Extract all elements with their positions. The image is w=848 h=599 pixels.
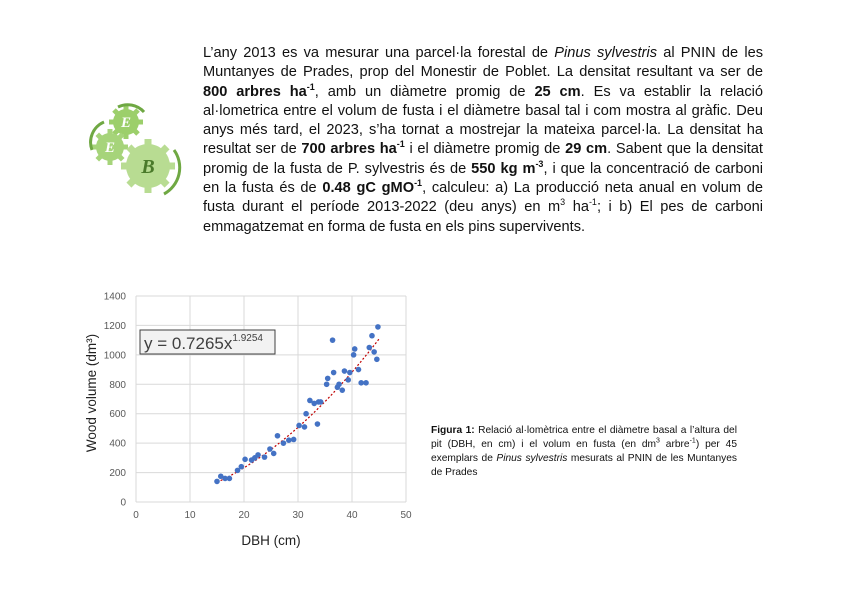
data-point [356, 367, 362, 373]
y-tick-label: 400 [109, 438, 126, 450]
logo-letter-e1: E [120, 115, 132, 131]
species-name: Pinus sylvestris [496, 453, 568, 464]
data-point [345, 377, 351, 383]
y-tick-label: 1200 [103, 320, 126, 332]
text-run: , i que la concentració de carboni en la fusta és de [203, 160, 763, 197]
exponent: -1 [689, 437, 696, 445]
text-run: 550 kg m [471, 160, 536, 177]
data-point [374, 356, 380, 362]
equation-text: y = 0.7265x [144, 334, 233, 353]
caption-label: Figura 1: [431, 425, 475, 436]
exponent: -1 [414, 178, 423, 189]
data-point [275, 433, 281, 439]
x-tick-label: 30 [292, 510, 304, 521]
data-point [358, 380, 364, 386]
gear-icon [121, 139, 175, 193]
text-run: . Sabent que la densitat promig de la fusta de P. sylvestris és de [203, 141, 763, 177]
data-point [296, 423, 302, 429]
x-tick-labels [133, 510, 412, 521]
y-axis-title: Wood volume (dm³) [84, 333, 99, 453]
logo-letter-e2: E [104, 140, 116, 156]
text-run: 800 arbres ha [203, 83, 307, 100]
exponent: 3 [560, 197, 566, 208]
text-run: ; i b) El pes de carboni emmagatzemat en forma de fusta en els pins supervivents. [203, 199, 763, 235]
text-run: arbre [659, 439, 690, 450]
text-run: mesurats al PNIN de les Muntanyes de Prades [431, 453, 737, 478]
data-point [351, 352, 357, 358]
text-run: 700 arbres ha [301, 141, 397, 158]
chart-grid [136, 296, 406, 502]
figure-caption [431, 424, 737, 480]
data-point [331, 370, 337, 376]
exponent: -1 [588, 197, 597, 208]
data-point [366, 345, 372, 351]
data-point [347, 370, 353, 376]
text-run: ) per 45 exemplars de [431, 439, 737, 464]
data-point [255, 452, 261, 458]
data-point [342, 368, 348, 374]
y-tick-label: 600 [109, 409, 126, 421]
text-run: , calculeu: a) La producció neta anual en volum de fusta durant el període 2013-2022 (deu anys) en m [203, 180, 764, 216]
exponent: 3 [656, 437, 660, 445]
diameter-2013: 25 cm [534, 83, 581, 100]
data-point [315, 421, 321, 427]
text-run: i el diàmetre promig de [404, 141, 566, 158]
logo-letter-b: B [141, 156, 155, 178]
data-point [262, 454, 268, 460]
text-run: . Es va establir la relació al·lometrica entre el volum de fusta i el diàmetre basal tal i com mostra al gràfic. Deu anys més tard, el 2023, s’ha tornat a mostrejar la mateixa parcel·la. La densitat ha resultat ser de [203, 83, 763, 158]
data-point [239, 464, 245, 470]
data-point [242, 457, 248, 463]
data-point [286, 437, 292, 443]
density-2013 [203, 81, 315, 100]
data-point [363, 380, 369, 386]
data-point [352, 346, 358, 352]
data-point [214, 479, 220, 485]
data-point [281, 440, 287, 446]
text-run: Relació al·lomètrica entre el diàmetre basal a l’altura del pit (DBH, en cm) i el volum en fusta (en dm [431, 425, 737, 450]
y-tick-labels [104, 292, 127, 509]
gear-icon [92, 129, 128, 165]
exponent: -3 [535, 158, 544, 169]
density-2023 [301, 141, 404, 157]
carbon-concentration [322, 180, 422, 196]
y-tick-label: 0 [120, 497, 126, 509]
data-point [369, 333, 375, 339]
allometric-scatter-chart [78, 282, 423, 554]
data-point [303, 411, 309, 417]
x-tick-label: 50 [400, 510, 412, 521]
text-run: al PNIN de les Muntanyes de Prades, prop del Monestir de Poblet. La densitat resultant va ser de [203, 45, 764, 81]
data-point [318, 399, 324, 405]
x-tick-label: 20 [238, 510, 250, 521]
x-tick-label: 0 [133, 510, 139, 521]
x-tick-label: 10 [184, 510, 196, 521]
y-tick-label: 800 [109, 379, 126, 391]
data-point [339, 387, 345, 393]
data-point [271, 451, 277, 457]
data-point [324, 381, 330, 387]
exponent: -1 [396, 139, 405, 150]
data-point [267, 446, 273, 452]
y-tick-label: 1000 [103, 350, 126, 362]
diameter-2023: 29 cm [565, 141, 608, 158]
x-axis-title: DBH (cm) [241, 533, 301, 548]
eeb-logo [78, 100, 190, 200]
data-point [330, 337, 336, 343]
data-point [371, 349, 377, 355]
data-point [302, 424, 308, 430]
exponent: -1 [306, 81, 315, 92]
data-point [227, 476, 233, 482]
text-run: L’any 2013 es va mesurar una parcel·la forestal de [203, 45, 555, 61]
y-tick-label: 1400 [103, 291, 126, 303]
y-tick-label: 200 [109, 468, 126, 480]
data-point [336, 381, 342, 387]
equation-box [140, 330, 275, 354]
text-run: 0.48 gC gMO [322, 180, 415, 197]
equation-exponent: 1.9254 [232, 333, 263, 344]
data-point [325, 376, 331, 382]
text-run: ha [565, 199, 589, 216]
species-name: Pinus sylvestris [554, 45, 658, 61]
wood-density [471, 158, 544, 177]
text-run: , amb un diàmetre promig de [314, 83, 535, 100]
problem-statement [203, 44, 763, 237]
data-point [291, 437, 297, 443]
data-point [375, 324, 381, 330]
x-tick-label: 40 [346, 510, 358, 521]
